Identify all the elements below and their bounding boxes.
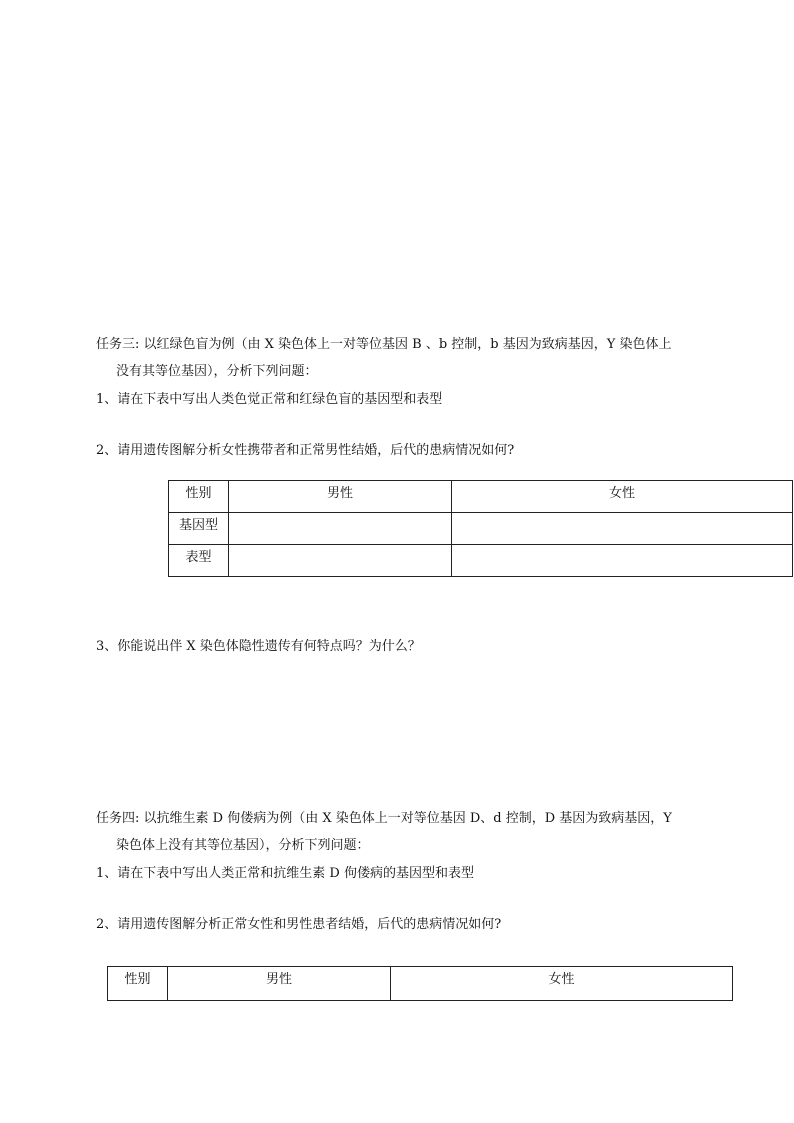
cell-male-phenotype[interactable] (229, 545, 452, 577)
task3-title-line2: 没有其等位基因），分析下列问题： (116, 364, 318, 379)
task3-genotype-table (168, 480, 793, 577)
task4-question-1: 1、请在下表中写出人类正常和抗维生素 D 佝偻病的基因型和表型 (96, 866, 474, 881)
task3-question-3: 3、你能说出伴 X 染色体隐性遗传有何特点吗？为什么？ (96, 639, 421, 654)
task3-question-1: 1、请在下表中写出人类色觉正常和红绿色盲的基因型和表型 (96, 392, 443, 407)
header-cell-female: 女性 (391, 967, 733, 1001)
task4-question-2: 2、请用遗传图解分析正常女性和男性患者结婚，后代的患病情况如何? (96, 917, 502, 932)
header-cell-male: 男性 (229, 481, 452, 513)
row-label-genotype: 基因型 (169, 513, 229, 545)
table-header-row (108, 967, 733, 1001)
cell-female-genotype[interactable] (452, 513, 793, 545)
row-label-phenotype: 表型 (169, 545, 229, 577)
header-cell-sex: 性别 (108, 967, 168, 1001)
task4-title-line1: 任务四: 以抗维生素 D 佝偻病为例（由 X 染色体上一对等位基因 D、d 控制，D 基因为致病基因，Y (96, 811, 672, 826)
task4-title-line2: 染色体上没有其等位基因），分析下列问题： (116, 838, 370, 853)
task4-genotype-table (107, 966, 733, 1001)
task3-title-line1: 任务三: 以红绿色盲为例（由 X 染色体上一对等位基因 B 、b 控制，b 基因为致病基因，Y 染色体上 (96, 337, 672, 352)
table-header-row (169, 481, 793, 513)
header-cell-male: 男性 (168, 967, 391, 1001)
table-row (169, 545, 793, 577)
table-row (169, 513, 793, 545)
task3-question-2: 2、请用遗传图解分析女性携带者和正常男性结婚，后代的患病情况如何? (96, 443, 515, 458)
header-cell-sex: 性别 (169, 481, 229, 513)
header-cell-female: 女性 (452, 481, 793, 513)
cell-male-genotype[interactable] (229, 513, 452, 545)
cell-female-phenotype[interactable] (452, 545, 793, 577)
